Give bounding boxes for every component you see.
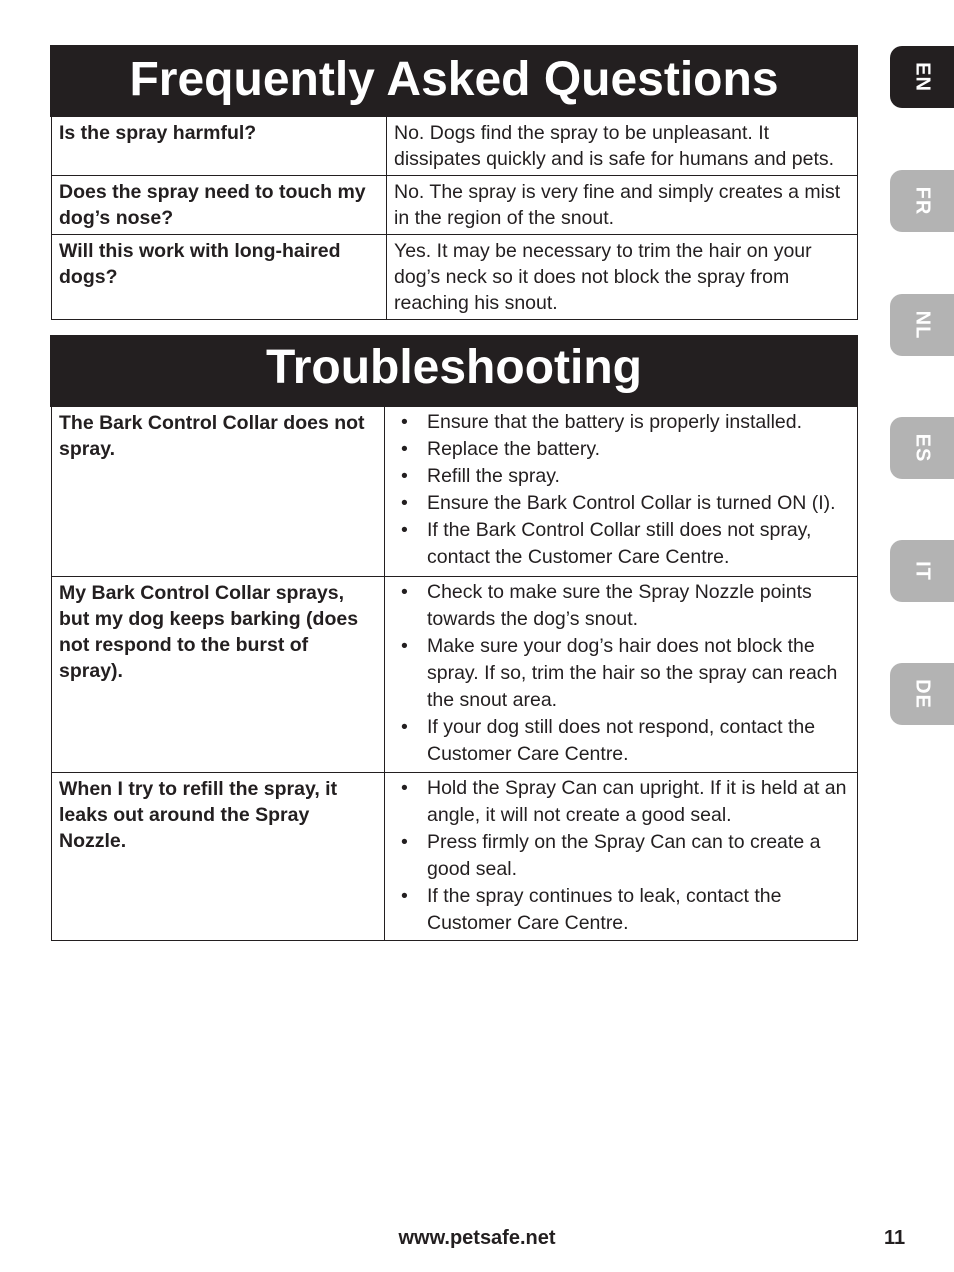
language-tab-fr[interactable] xyxy=(890,170,954,232)
tab-label: ES xyxy=(911,433,934,463)
table-row xyxy=(52,407,858,577)
footer-url: www.petsafe.net xyxy=(398,1227,556,1249)
list-item: • If the Bark Control Collar still does not spray, contact the Customer Care Centre. xyxy=(393,517,849,571)
solution-list xyxy=(393,775,849,937)
faq-answer: No. Dogs find the spray to be unpleasant. It dissipates quickly and is safe for humans and pets. xyxy=(387,117,858,176)
language-tab-es[interactable] xyxy=(890,417,954,479)
solution-list xyxy=(393,579,849,768)
list-item: • Ensure the Bark Control Collar is turned ON (I). xyxy=(393,490,849,517)
table-row xyxy=(52,773,858,941)
problem-text: The Bark Control Collar does not spray. xyxy=(52,407,385,577)
list-item: • Refill the spray. xyxy=(393,463,849,490)
list-item: • Check to make sure the Spray Nozzle points towards the dog’s snout. xyxy=(393,579,849,633)
faq-question: Will this work with long-haired dogs? xyxy=(52,235,387,320)
faq-answer: No. The spray is very fine and simply creates a mist in the region of the snout. xyxy=(387,176,858,235)
tab-label: NL xyxy=(911,310,934,340)
table-row xyxy=(52,235,858,320)
troubleshooting-heading: Troubleshooting xyxy=(50,335,858,407)
list-item: • Hold the Spray Can can upright. If it is held at an angle, it will not create a good seal. xyxy=(393,775,849,829)
solution-cell xyxy=(385,773,858,941)
tab-label: IT xyxy=(911,561,934,581)
language-tab-nl[interactable] xyxy=(890,294,954,356)
faq-answer: Yes. It may be necessary to trim the hair on your dog’s neck so it does not block the spray from reaching his snout. xyxy=(387,235,858,320)
troubleshooting-table xyxy=(51,406,858,941)
problem-text: My Bark Control Collar sprays, but my dog keeps barking (does not respond to the burst of spray). xyxy=(52,577,385,773)
list-item: • If your dog still does not respond, contact the Customer Care Centre. xyxy=(393,714,849,768)
faq-question: Is the spray harmful? xyxy=(52,117,387,176)
faq-question: Does the spray need to touch my dog’s nose? xyxy=(52,176,387,235)
solution-cell xyxy=(385,407,858,577)
language-tab-en[interactable] xyxy=(890,46,954,108)
list-item: • Ensure that the battery is properly installed. xyxy=(393,409,849,436)
solution-list xyxy=(393,409,849,571)
list-item: • Make sure your dog’s hair does not block the spray. If so, trim the hair so the spray can reach the snout area. xyxy=(393,633,849,714)
list-item: • Press firmly on the Spray Can can to create a good seal. xyxy=(393,829,849,883)
table-row xyxy=(52,577,858,773)
language-tab-it[interactable] xyxy=(890,540,954,602)
table-row xyxy=(52,117,858,176)
table-row xyxy=(52,176,858,235)
faq-heading: Frequently Asked Questions xyxy=(50,45,858,117)
list-item: • Replace the battery. xyxy=(393,436,849,463)
list-item: • If the spray continues to leak, contact the Customer Care Centre. xyxy=(393,883,849,937)
language-tab-de[interactable] xyxy=(890,663,954,725)
tab-label: DE xyxy=(911,679,934,709)
tab-label: EN xyxy=(911,62,934,92)
problem-text: When I try to refill the spray, it leaks out around the Spray Nozzle. xyxy=(52,773,385,941)
page-number: 11 xyxy=(884,1227,906,1249)
faq-table xyxy=(51,116,858,320)
solution-cell xyxy=(385,577,858,773)
tab-label: FR xyxy=(911,186,934,216)
